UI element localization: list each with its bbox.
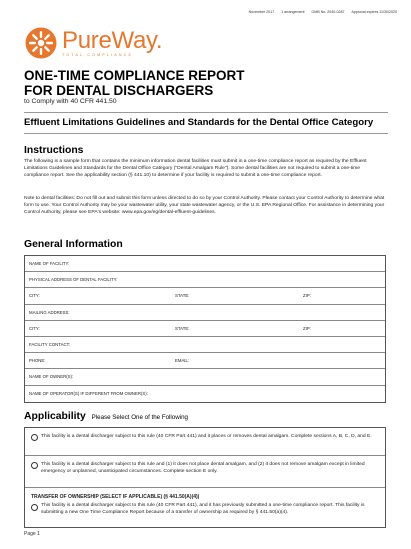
operators-field[interactable]: [25, 386, 385, 402]
applicability-option-2[interactable]: [25, 456, 385, 488]
logo-tagline: TOTAL COMPLIANCE: [62, 52, 134, 57]
mailing-address-label: MAILING ADDRESS:: [29, 309, 70, 315]
email-label[interactable]: EMAIL:: [175, 358, 190, 364]
facility-contact-label: FACILITY CONTACT:: [29, 342, 70, 348]
applicability-options: [24, 427, 386, 528]
report-subtitle: to Comply with 40 CFR 441.50: [24, 98, 117, 105]
pureway-logo: [25, 27, 162, 59]
owners-label: NAME OF OWNER(S):: [29, 374, 74, 380]
general-information-form: [24, 255, 386, 403]
option-2-text: This facility is a dental discharger subject to this rule and (1) it does not place dental amalgam, and (2) it does not remove amalgam except in limited emergency or unplanned, unanticipated circumstances. Complete section E only.: [41, 462, 365, 474]
general-information-heading: General Information: [24, 239, 123, 250]
divider-bottom: [24, 133, 388, 134]
page-number: Page 1: [24, 531, 40, 537]
instructions-heading: Instructions: [24, 145, 84, 156]
physical-state-label[interactable]: STATE:: [175, 293, 190, 299]
mailing-city-state-zip-row: [25, 321, 385, 337]
meta-date: November 2017: [248, 10, 275, 14]
category-heading: Effluent Limitations Guidelines and Standards for the Dental Office Category: [24, 117, 374, 128]
meta-approval-expiry: Approval expires 11/30/2020: [351, 10, 397, 14]
option-2-radio[interactable]: [31, 462, 38, 469]
applicability-heading: [24, 411, 188, 422]
physical-address-field[interactable]: [25, 272, 385, 288]
meta-omb-number: OMB No. 2040-0287: [311, 10, 345, 14]
mailing-zip-label[interactable]: ZIP:: [303, 325, 311, 331]
facility-name-field[interactable]: [25, 256, 385, 272]
physical-city-state-zip-row: [25, 288, 385, 304]
report-title: [24, 69, 384, 98]
title-line-2: FOR DENTAL DISCHARGERS: [24, 82, 214, 98]
applicability-option-1[interactable]: [25, 428, 385, 456]
operators-label: NAME OF OPERATOR(S) IF DIFFERENT FROM OWNER(S):: [29, 391, 148, 397]
phone-email-row: [25, 353, 385, 369]
pureway-sunburst-icon: [25, 27, 57, 59]
transfer-radio[interactable]: [31, 504, 38, 511]
title-line-1: ONE-TIME COMPLIANCE REPORT: [24, 68, 245, 83]
owners-field[interactable]: [25, 369, 385, 385]
applicability-subtitle: Please Select One of the Following: [91, 414, 188, 421]
instructions-paragraph-2: Note to dental facilities: Do not fill out and submit this form unless directed to do so by your Control Authority. Please contact your Control Authority to determine what form to use. Your Control Authority may be your wastewater utility, your state wastewater agency, or the U.S. EPA Regional Office. For assistance in determining your Control Authority, please see EPA's website: www.epa.gov/eg/dental-effluent-guidelines.: [24, 196, 385, 216]
mailing-state-label[interactable]: STATE:: [175, 325, 190, 331]
physical-city-label[interactable]: CITY:: [29, 293, 40, 299]
transfer-of-ownership-label: TRANSFER OF OWNERSHIP (SELECT IF APPLICABLE) (§ 441.50(A)(4)): [31, 494, 200, 500]
logo-wordmark: PureWay.: [62, 26, 163, 54]
physical-address-label: PHYSICAL ADDRESS OF DENTAL FACILITY:: [29, 277, 118, 283]
phone-label[interactable]: PHONE:: [29, 358, 46, 364]
transfer-of-ownership-option[interactable]: [25, 488, 385, 527]
option-1-text: This facility is a dental discharger subject to this rule (40 CFR Part 441) and it places or removes dental amalgam. Complete sections A, B, C, D, and E.: [41, 434, 372, 439]
mailing-address-field[interactable]: [25, 305, 385, 321]
mailing-city-label[interactable]: CITY:: [29, 325, 40, 331]
meta-arrangement: 1 arrangement: [281, 10, 305, 14]
facility-contact-field[interactable]: [25, 337, 385, 353]
facility-name-label: NAME OF FACILITY:: [29, 261, 70, 267]
divider-top: [24, 112, 388, 113]
applicability-title: Applicability: [24, 411, 86, 422]
instructions-paragraph-1: The following is a sample form that contains the minimum information dental facilities must submit in a one-time compliance report as required by the Effluent Limitations Guidelines and Standards for the Dental Office Category ("Dental Amalgam Rule"). Some dental facilities are not required to submit a one-time compliance report. See the applicability section (§ 441.10) to determine if your facility is required to submit a one-time compliance report.: [24, 159, 367, 179]
physical-zip-label[interactable]: ZIP:: [303, 293, 311, 299]
transfer-option-text: This facility is a dental discharger subject to this rule (40 CFR Part 441), and it has previously submitted a one-time compliance report. This facility is submitting a new One Time Compliance Report because of a transfer of ownership as required by § 441.50(a)(4).: [41, 502, 365, 515]
document-meta: [243, 10, 397, 14]
option-1-radio[interactable]: [31, 434, 38, 441]
